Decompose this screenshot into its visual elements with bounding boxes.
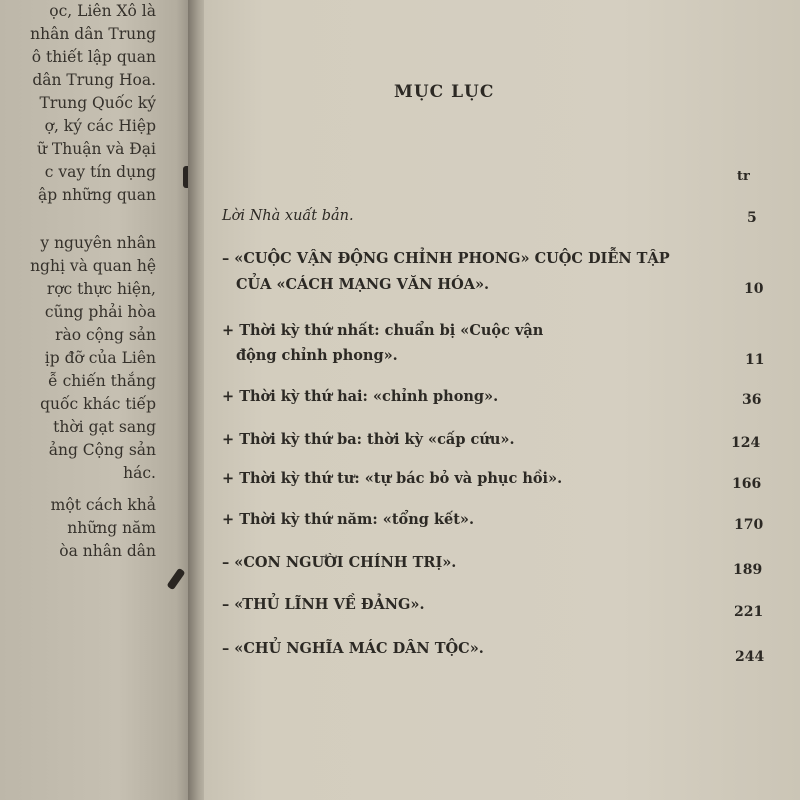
toc-entry-title: Lời Nhà xuất bản. [222, 208, 354, 224]
left-page-text-line: òa nhân dân [59, 542, 156, 560]
left-page-text-line: ọc, Liên Xô là [49, 2, 156, 20]
left-page-text-line: ô thiết lập quan [31, 48, 156, 66]
left-page-text-line: hác. [123, 464, 156, 482]
left-page-text-line: quốc khác tiếp [40, 395, 156, 413]
toc-entry-title-cont: động chỉnh phong». [236, 347, 398, 364]
left-page-text-line: Trung Quốc ký [39, 94, 156, 112]
toc-entry-title: + Thời kỳ thứ tư: «tự bác bỏ và phục hồi». [222, 470, 563, 487]
toc-entry-page: 124 [731, 435, 761, 451]
left-page-text-line: cũng phải hòa [44, 303, 156, 321]
left-page-text-line: dân Trung Hoa. [32, 71, 156, 89]
left-page-text-line: nhân dân Trung [30, 25, 156, 43]
left-page-text-line: nghị và quan hệ [30, 257, 156, 275]
binding-hole [166, 568, 185, 591]
toc-entry-page: 189 [733, 562, 763, 578]
toc-entry-title-cont: CỦA «CÁCH MẠNG VĂN HÓA». [236, 276, 490, 293]
left-page-text-line: thời gạt sang [53, 418, 156, 436]
left-page-text-line: ợ, ký các Hiệp [44, 117, 156, 135]
toc-entry-page: 5 [747, 210, 757, 226]
toc-entry-page: 170 [734, 517, 764, 533]
left-page-text-line: ảng Cộng sản [48, 441, 156, 459]
left-page-text-line: y nguyên nhân [40, 234, 156, 252]
left-page-text-line: rợc thực hiện, [46, 280, 156, 298]
left-page-text-line: rào cộng sản [55, 326, 156, 344]
toc-entry-title: + Thời kỳ thứ ba: thời kỳ «cấp cứu». [222, 431, 515, 448]
toc-entry-page: 36 [742, 392, 762, 408]
toc-entry-title: – «CUỘC VẬN ĐỘNG CHỈNH PHONG» CUỘC DIỄN TẬP [222, 250, 670, 267]
right-page [204, 0, 800, 800]
left-page-text-line: ập những quan [38, 186, 156, 204]
left-page-text-line: những năm [67, 519, 156, 537]
left-page-text-line: ịp đỡ của Liên [44, 349, 156, 367]
left-page-text-line: ễ chiến thắng [48, 372, 156, 390]
toc-entry-page: 11 [745, 352, 765, 368]
toc-entry-page: 221 [734, 604, 764, 620]
toc-entry-title: – «CHỦ NGHĨA MÁC DÂN TỘC». [222, 640, 484, 657]
toc-entry-page: 166 [732, 476, 762, 492]
left-page-text-line: ữ Thuận và Đại [37, 140, 156, 158]
left-page-text-line: c vay tín dụng [44, 163, 156, 181]
page-title: MỤC LỤC [394, 82, 495, 102]
toc-entry-title: – «THỦ LĨNH VỀ ĐẢNG». [222, 596, 425, 613]
toc-entry-title: + Thời kỳ thứ nhất: chuẩn bị «Cuộc vận [222, 322, 544, 339]
toc-entry-title: + Thời kỳ thứ năm: «tổng kết». [222, 511, 475, 528]
toc-entry-title: – «CON NGƯỜI CHÍNH TRỊ». [222, 554, 457, 571]
toc-entry-title: + Thời kỳ thứ hai: «chỉnh phong». [222, 388, 499, 405]
left-page [0, 0, 196, 800]
toc-entry-page: 244 [735, 649, 765, 665]
toc-entry-page: 10 [744, 281, 764, 297]
left-page-text-line: một cách khả [50, 496, 156, 514]
page-column-label: tr [737, 169, 750, 184]
